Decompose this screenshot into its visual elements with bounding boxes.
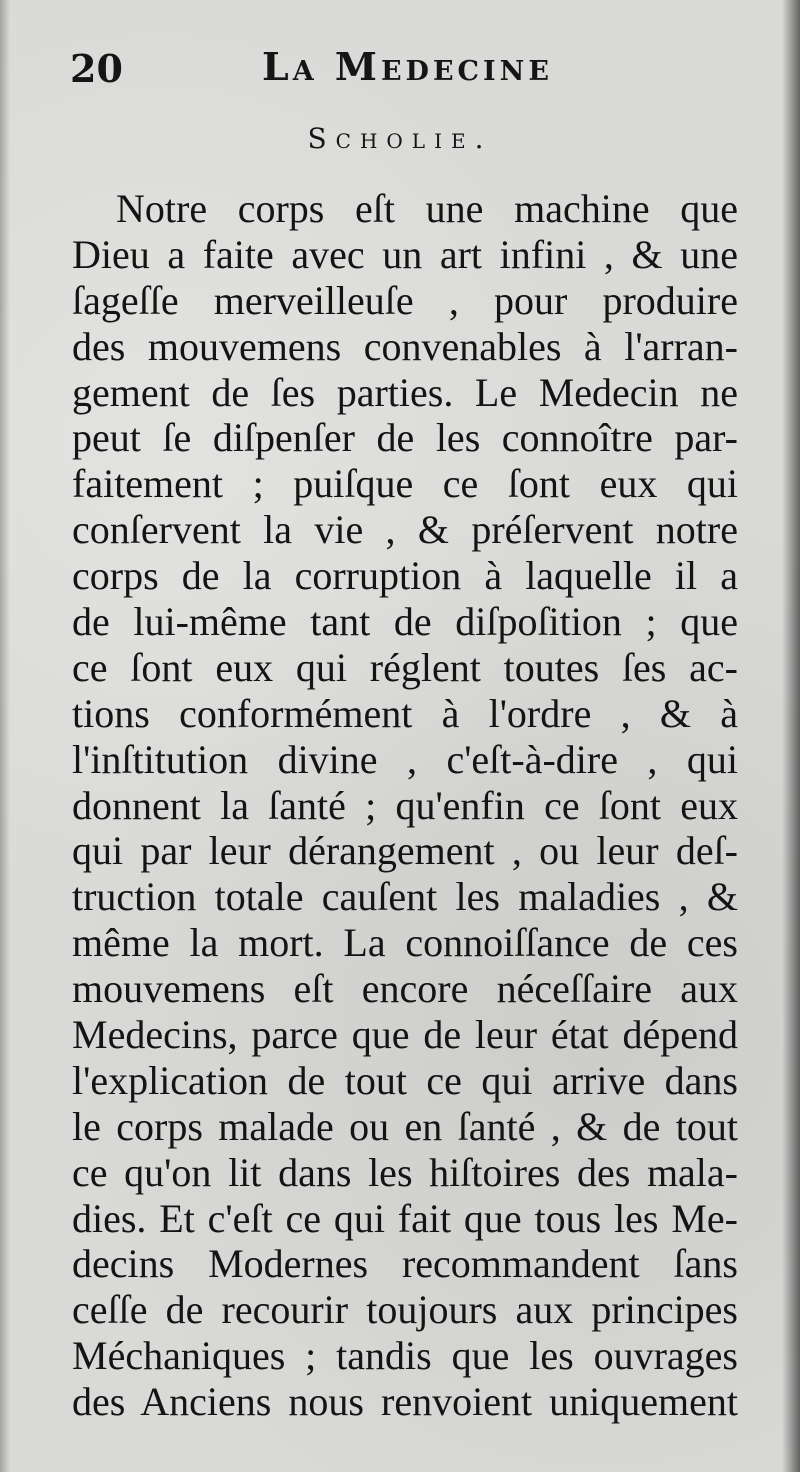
text-line: l'explication de tout ce qui arrive dans [72, 1057, 738, 1103]
text-line: Notre corps eſt une machine que [116, 186, 738, 231]
text-line: corps de la corruption à laquelle il a [72, 553, 738, 599]
section-heading: Scholie. [307, 122, 493, 155]
text-line: ſageſſe merveilleuſe , pour produire [72, 277, 738, 323]
text-line: Medecins, parce que de leur état dépend [72, 1012, 738, 1058]
page-number: 20 [70, 46, 123, 91]
text-line: peut ſe diſpenſer de les connoître par- [72, 415, 738, 461]
text-line: de lui-même tant de diſpoſition ; que [72, 599, 738, 645]
text-line: qui par leur dérangement , ou leur deſ- [72, 828, 738, 874]
body-text [72, 186, 738, 1425]
text-line: dies. Et c'eſt ce qui fait que tous les Me- [72, 1195, 738, 1241]
text-line: decins Modernes recommandent ſans [72, 1241, 738, 1287]
text-line: Dieu a faite avec un art infini , & une [72, 231, 738, 277]
text-line: l'inſtitution divine , c'eſt-à-dire , qui [72, 736, 738, 782]
text-line: tions conformément à l'ordre , & à [72, 690, 738, 736]
running-head [0, 44, 800, 104]
text-line: faitement ; puiſque ce ſont eux qui [72, 461, 738, 507]
text-line: des mouvemens convenables à l'arran- [72, 323, 738, 369]
text-line: Méchaniques ; tandis que les ouvrages [72, 1333, 738, 1379]
text-line: donnent la ſanté ; qu'enfin ce ſont eux [72, 782, 738, 828]
text-line: truction totale cauſent les maladies , & [72, 874, 738, 920]
text-line: le corps malade ou en ſanté , & de tout [72, 1103, 738, 1149]
text-line: même la mort. La connoiſſance de ces [72, 920, 738, 966]
text-line: ceſſe de recourir toujours aux principes [72, 1287, 738, 1333]
text-line: ce ſont eux qui réglent toutes ſes ac- [72, 644, 738, 690]
text-line: mouvemens eſt encore néceſſaire aux [72, 966, 738, 1012]
running-title: La Medecine [262, 44, 553, 89]
text-line: gement de ſes parties. Le Medecin ne [72, 369, 738, 415]
text-line: conſervent la vie , & préſervent notre [72, 507, 738, 553]
text-line: ce qu'on lit dans les hiſtoires des mala- [72, 1149, 738, 1195]
text-line: des Anciens nous renvoient uniquement [72, 1379, 738, 1425]
